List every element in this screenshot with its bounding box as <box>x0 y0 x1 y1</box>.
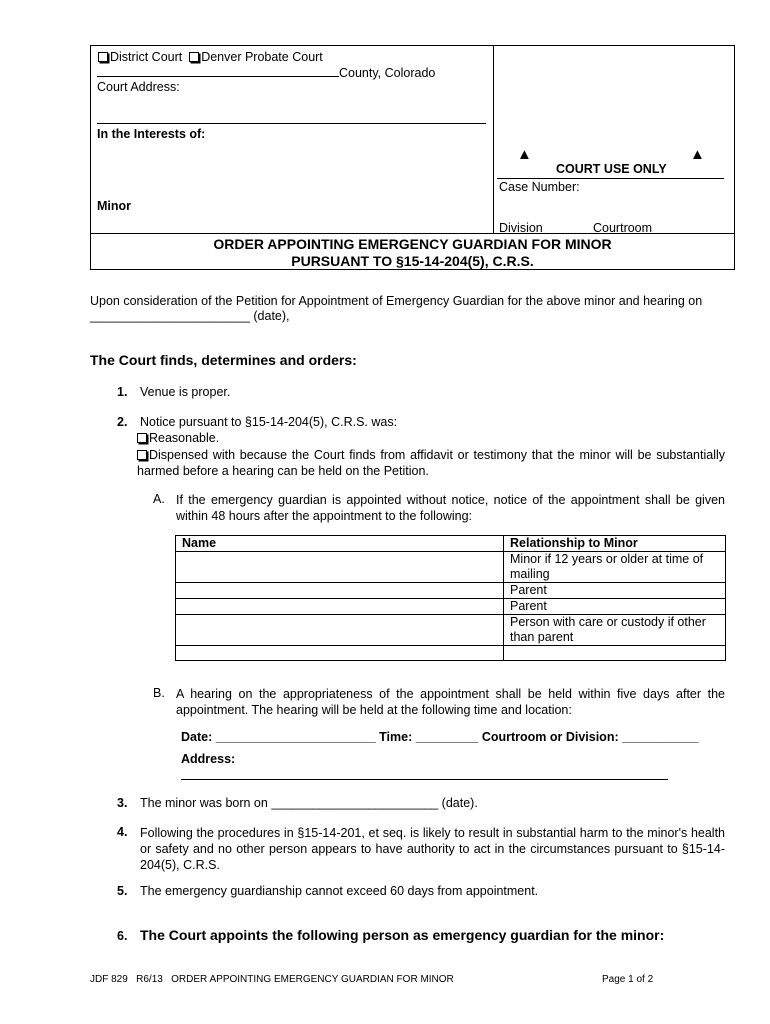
item-1-text: Venue is proper. <box>140 385 231 399</box>
intro-date-row <box>90 309 290 323</box>
denver-probate-label: Denver Probate Court <box>201 50 323 64</box>
order-title-line1: ORDER APPOINTING EMERGENCY GUARDIAN FOR MINOR <box>213 236 612 252</box>
order-title <box>90 236 735 270</box>
birth-date-blank[interactable]: ________________________ <box>271 796 439 810</box>
intro-date-blank[interactable]: _______________________ <box>90 309 250 323</box>
court-use-only-label: COURT USE ONLY <box>556 162 667 176</box>
hearing-date-blank[interactable]: _______________________ <box>215 730 376 744</box>
footer-form-id: JDF 829 R6/13 ORDER APPOINTING EMERGENCY GUARDIAN FOR MINOR <box>90 974 454 985</box>
reasonable-label: Reasonable. <box>149 431 220 445</box>
item-2-number: 2. <box>117 415 128 429</box>
findings-heading: The Court finds, determines and orders: <box>90 352 357 368</box>
court-address-label: Court Address: <box>97 80 180 94</box>
item-5-text: The emergency guardianship cannot exceed 60 days from appointment. <box>140 884 539 898</box>
courtroom-label: Courtroom <box>593 221 653 235</box>
court-checkboxes <box>98 50 323 64</box>
table-row <box>176 552 726 583</box>
notice-recipient-table <box>175 535 726 661</box>
court-use-underline <box>497 178 724 179</box>
hearing-room-label: Courtroom or Division: <box>481 730 619 744</box>
table-cell-name[interactable] <box>176 615 504 646</box>
item-6-number: 6. <box>117 929 128 943</box>
case-number-label: Case Number: <box>499 180 580 194</box>
item-3-text: The minor was born on <box>140 796 268 810</box>
table-row <box>176 583 726 599</box>
dispensed-option <box>137 447 725 479</box>
table-header-row <box>176 536 726 552</box>
table-cell-name[interactable] <box>176 583 504 599</box>
item-4-number: 4. <box>117 825 128 839</box>
intro-paragraph <box>90 293 724 309</box>
table-cell-relationship: Parent <box>504 599 726 615</box>
table-row <box>176 615 726 646</box>
table-cell-relationship[interactable] <box>504 646 726 661</box>
district-court-label: District Court <box>110 50 183 64</box>
item-5-number: 5. <box>117 884 128 898</box>
item-3-suffix: (date). <box>441 796 478 810</box>
table-cell-name[interactable] <box>176 646 504 661</box>
division-label: Division <box>499 221 543 235</box>
district-court-checkbox[interactable] <box>98 52 108 62</box>
table-row <box>176 599 726 615</box>
dispensed-checkbox[interactable] <box>137 450 147 460</box>
table-cell-relationship: Minor if 12 years or older at time of mailing <box>504 552 726 583</box>
county-blank[interactable] <box>97 65 339 77</box>
interests-of-label: In the Interests of: <box>97 127 206 141</box>
item-4-text: Following the procedures in §15-14-201, et seq. is likely to result in substantial harm to the minor's health or safety and no other person appears to have authority to act in the circumstances pursuant to §15-14-204(5), C.R.S. <box>140 826 725 872</box>
hearing-time-blank[interactable]: _________ <box>415 730 479 744</box>
arrow-right-icon: ▲ <box>690 146 705 163</box>
hearing-details-row <box>181 730 699 744</box>
table-cell-relationship: Parent <box>504 583 726 599</box>
table-cell-name[interactable] <box>176 552 504 583</box>
hearing-room-blank[interactable]: ___________ <box>622 730 699 744</box>
item-6-text: The Court appoints the following person as emergency guardian for the minor: <box>140 927 665 943</box>
table-header-name: Name <box>176 536 504 552</box>
order-title-line2: PURSUANT TO §15-14-204(5), C.R.S. <box>291 253 534 269</box>
intro-text: Upon consideration of the Petition for Appointment of Emergency Guardian for the above minor and hearing on <box>90 294 703 308</box>
hearing-time-label: Time: <box>379 730 413 744</box>
court-address-line[interactable] <box>97 123 486 124</box>
sub-b-text: A hearing on the appropriateness of the appointment shall be held within five days after the appointment. The hearing will be held at the following time and location: <box>176 687 725 717</box>
reasonable-option <box>137 431 219 445</box>
table-cell-name[interactable] <box>176 599 504 615</box>
sub-a-text: If the emergency guardian is appointed without notice, notice of the appointment shall be given within 48 hours after the appointment to the following: <box>176 493 725 523</box>
caption-vertical-divider <box>493 45 494 233</box>
intro-date-label: (date), <box>253 309 290 323</box>
table-header-relationship: Relationship to Minor <box>504 536 726 552</box>
item-3-row <box>140 796 478 810</box>
hearing-date-label: Date: <box>181 730 213 744</box>
hearing-address-line[interactable] <box>181 779 668 780</box>
item-1-number: 1. <box>117 385 128 399</box>
dispensed-label: Dispensed with because the Court finds from affidavit or testimony that the minor will be substantially harmed before a hearing can be held on the Petition. <box>137 448 725 478</box>
footer-page-number: Page 1 of 2 <box>602 974 654 985</box>
arrow-left-icon: ▲ <box>517 146 532 163</box>
item-2-text: Notice pursuant to §15-14-204(5), C.R.S. was: <box>140 415 398 429</box>
reasonable-checkbox[interactable] <box>137 433 147 443</box>
denver-probate-checkbox[interactable] <box>189 52 199 62</box>
sub-b-letter: B. <box>153 686 165 700</box>
county-line <box>97 65 435 80</box>
sub-a-letter: A. <box>153 492 165 506</box>
hearing-address-label: Address: <box>181 752 236 766</box>
item-3-number: 3. <box>117 796 128 810</box>
table-cell-relationship: Person with care or custody if other than parent <box>504 615 726 646</box>
county-label: County, Colorado <box>339 66 436 80</box>
minor-label: Minor <box>97 199 132 213</box>
table-row <box>176 646 726 661</box>
